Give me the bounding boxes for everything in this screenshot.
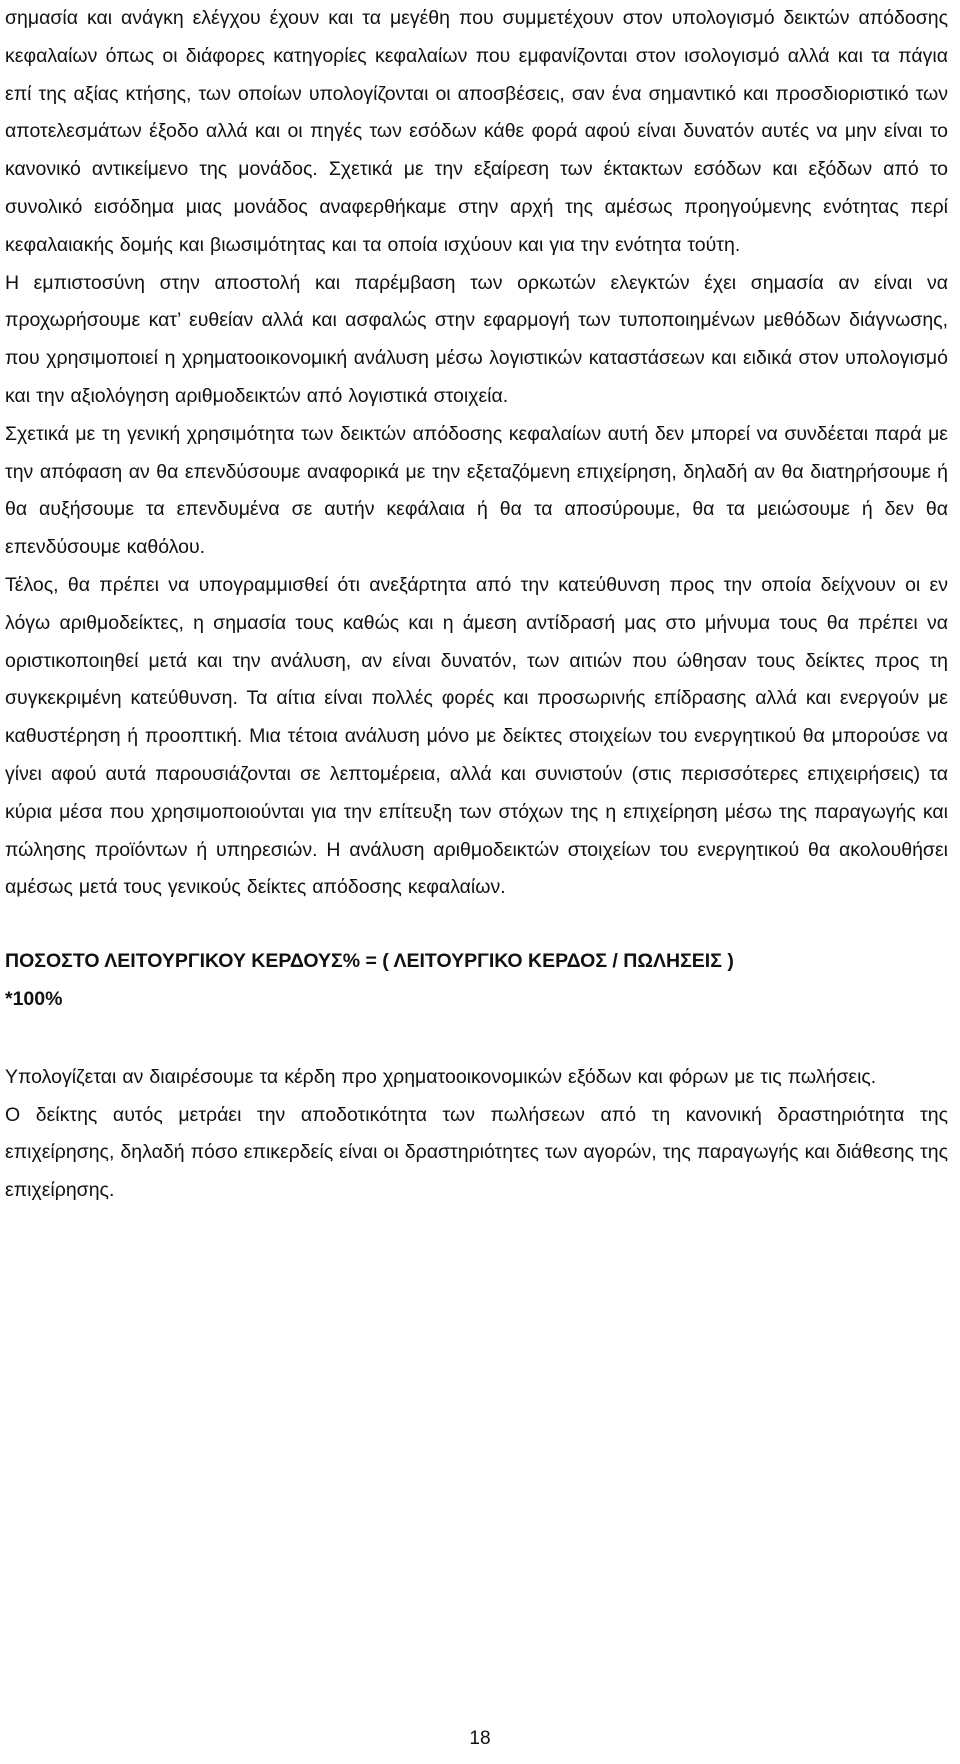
operating-profit-formula [5, 943, 948, 1019]
paragraph-indicator-meaning: Ο δείκτης αυτός μετράει την αποδοτικότητα των πωλήσεων από τη κανονική δραστηριότητα της επιχείρησης, δηλαδή πόσο επικερδείς είναι οι δραστηριότητες των αγορών, της παραγωγής και διάθεσης της επιχείρησης. [5, 1103, 948, 1202]
paragraph-auditor-trust: Η εμπιστοσύνη στην αποστολή και παρέμβαση των ορκωτών ελεγκτών έχει σημασία αν είναι να προχωρήσουμε κατ’ ευθείαν αλλά και ασφαλώς στην εφαρμογή των τυποποιημένων μεθόδων διάγνωσης, που χρησιμοποιεί η χρηματοοικονομική ανάλυση μέσω λογιστικών καταστάσεων και ειδικά στον υπολογισμό και την αξιολόγηση αριθμοδεικτών από λογιστικά στοιχεία. [5, 271, 948, 407]
page-number: 18 [469, 1728, 491, 1749]
paragraph-conclusion: Τέλος, θα πρέπει να υπογραμμισθεί ότι ανεξάρτητα από την κατεύθυνση προς την οποία δείχνουν οι εν λόγω αριθμοδείκτες, η σημασία τους καθώς και η άμεση αντίδρασή μας στο μήνυμα τους θα πρέπει να οριστικοποιηθεί μετά και την ανάλυση, αν είναι δυνατόν, των αιτιών που ώθησαν τους δείκτες προς τη συγκεκριμένη κατεύθυνση. Τα αίτια είναι πολλές φορές και προσωρινής επίδρασης αλλά και ενεργούν με καθυστέρηση ή προοπτική. Μια τέτοια ανάλυση μόνο με δείκτες στοιχείων του ενεργητικού θα μπορούσε να γίνει αφού αυτά παρουσιάζονται σε λεπτομέρεια, αλλά και συνιστούν (στις περισσότερες επιχειρήσεις) τα κύρια μέσα που χρησιμοποιούνται για την επίτευξη των στόχων της η επιχείρηση μέσω της παραγωγής και πώλησης προϊόντων ή υπηρεσιών. Η ανάλυση αριθμοδεικτών στοιχείων του ενεργητικού θα ακολουθήσει αμέσως μετά τους γενικούς δείκτες απόδοσης κεφαλαίων. [5, 573, 948, 899]
formula-line-2: *100% [5, 987, 63, 1010]
paragraph-calculation: Υπολογίζεται αν διαιρέσουμε τα κέρδη προ χρηματοοικονομικών εξόδων και φόρων με τις πωλήσεις. [5, 1065, 877, 1088]
paragraph-general-usefulness: Σχετικά με τη γενική χρησιμότητα των δεικτών απόδοσης κεφαλαίων αυτή δεν μπορεί να συνδέεται παρά με την απόφαση αν θα επενδύσουμε αναφορικά με την εξεταζόμενη επιχείρηση, δηλαδή αν θα διατηρήσουμε ή θα αυξήσουμε τα επενδυμένα σε αυτήν κεφάλαια ή θα τα αποσύρουμε, θα τα μειώσουμε ή δεν θα επενδύσουμε καθόλου. [5, 422, 948, 559]
paragraph-capital-measures: σημασία και ανάγκη ελέγχου έχουν και τα μεγέθη που συμμετέχουν στον υπολογισμό δεικτών απόδοσης κεφαλαίων όπως οι διάφορες κατηγορίες κεφαλαίων που εμφανίζονται στον ισολογισμό αλλά και τα πάγια επί της αξίας κτήσης, των οποίων υπολογίζονται οι αποσβέσεις, σαν ένα σημαντικό και προσδιοριστικό των αποτελεσμάτων έξοδο αλλά και οι πηγές των εσόδων κάθε φορά αφού είναι δυνατόν αυτές να μην είναι το κανονικό αντικείμενο της μονάδος. Σχετικά με την εξαίρεση των έκτακτων εσόδων και εξόδων από το συνολικό εισόδημα μιας μονάδος αναφερθήκαμε στην αρχή της αμέσως προηγούμενης ενότητας περί κεφαλαιακής δομής και βιωσιμότητας και τα οποία ισχύουν και για την ενότητα τούτη. [5, 7, 948, 256]
formula-line-1: ΠΟΣΟΣΤΟ ΛΕΙΤΟΥΡΓΙΚΟΥ ΚΕΡΔΟΥΣ% = ( ΛΕΙΤΟΥΡΓΙΚΟ ΚΕΡΔΟΣ / ΠΩΛΗΣΕΙΣ ) [5, 950, 734, 973]
